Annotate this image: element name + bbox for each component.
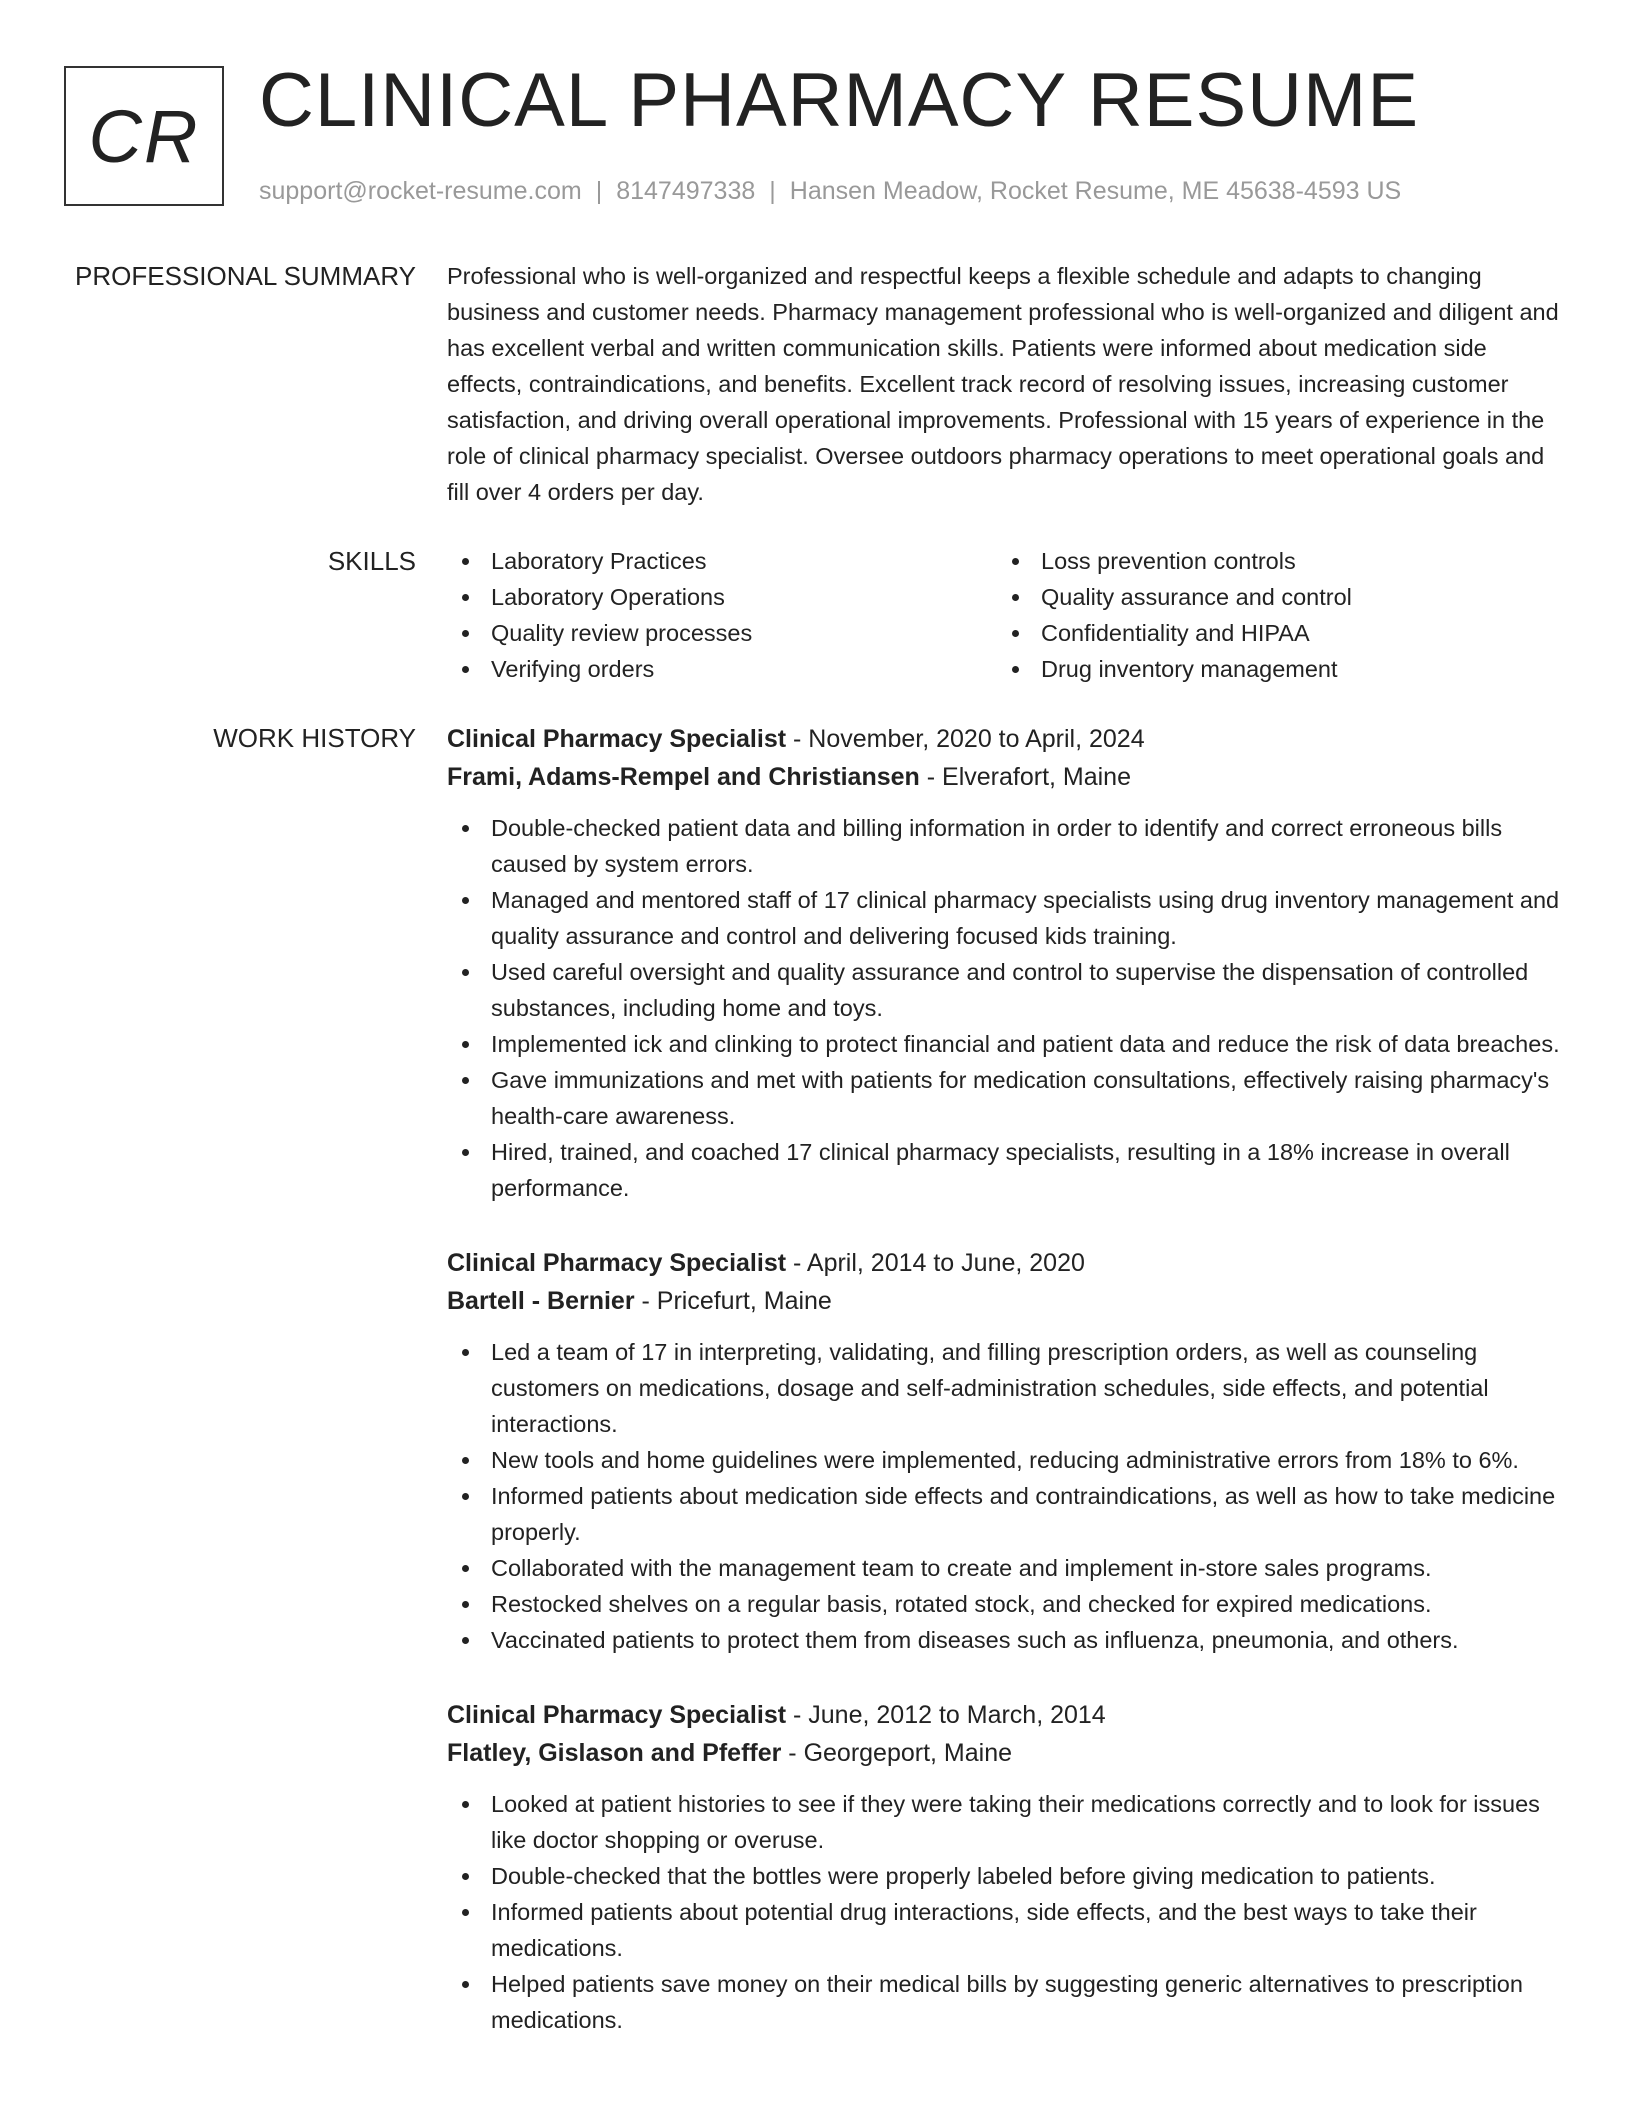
job-bullet: Hired, trained, and coached 17 clinical pharmacy specialists, resulting in a 18% increase in overall performance. (447, 1134, 1567, 1206)
job-bullet: Used careful oversight and quality assurance and control to supervise the dispensation of controlled substances, including home and toys. (447, 954, 1567, 1026)
summary-content (447, 258, 1567, 510)
monogram-text: CR (88, 94, 200, 178)
skill-item: Quality review processes (447, 615, 997, 651)
skill-item: Laboratory Practices (447, 543, 997, 579)
skills-content (447, 543, 1567, 687)
skill-item: Confidentiality and HIPAA (997, 615, 1547, 651)
skills-list-right (997, 543, 1547, 687)
job-company-line (447, 1734, 1567, 1772)
job-bullet: Collaborated with the management team to create and implement in-store sales programs. (447, 1550, 1567, 1586)
contact-phone[interactable]: 8147497338 (616, 177, 756, 205)
resume-title: CLINICAL PHARMACY RESUME (259, 58, 1420, 143)
job-location: - Elverafort, Maine (919, 763, 1131, 791)
job-bullet: Led a team of 17 in interpreting, validating, and filling prescription orders, as well as counseling customers on medications, dosage and self-administration schedules, side effects, and potential interactions. (447, 1334, 1567, 1442)
job-location: - Pricefurt, Maine (634, 1287, 832, 1315)
job-bullet: Managed and mentored staff of 17 clinical pharmacy specialists using drug inventory management and quality assurance and control and delivering focused kids training. (447, 882, 1567, 954)
skill-item: Verifying orders (447, 651, 997, 687)
job-title: Clinical Pharmacy Specialist (447, 1249, 787, 1277)
job-company: Frami, Adams-Rempel and Christiansen (447, 763, 920, 791)
job-company: Flatley, Gislason and Pfeffer (447, 1739, 782, 1767)
skills-list-left (447, 543, 997, 687)
job-company-line (447, 758, 1567, 796)
job-dates: - June, 2012 to March, 2014 (786, 1701, 1106, 1729)
monogram-badge (64, 66, 224, 206)
section-label-skills: SKILLS (327, 546, 416, 576)
skill-item: Quality assurance and control (997, 579, 1547, 615)
job-bullet: New tools and home guidelines were implemented, reducing administrative errors from 18% to 6%. (447, 1442, 1567, 1478)
skill-item: Laboratory Operations (447, 579, 997, 615)
contact-line (259, 174, 1401, 208)
job-title-line (447, 1244, 1567, 1282)
job-bullets (447, 810, 1567, 1206)
job-title-line (447, 720, 1567, 758)
job-company-line (447, 1282, 1567, 1320)
job-bullet: Gave immunizations and met with patients for medication consultations, effectively raising pharmacy's health-care awareness. (447, 1062, 1567, 1134)
job-bullets (447, 1334, 1567, 1658)
contact-separator: | (769, 177, 776, 205)
work-history-content (447, 720, 1567, 2038)
job-bullets (447, 1786, 1567, 2038)
skill-item: Drug inventory management (997, 651, 1547, 687)
summary-text: Professional who is well-organized and respectful keeps a flexible schedule and adapts to changing business and customer needs. Pharmacy management professional who is well-organized and diligent and has excellent verbal and written communication skills. Patients were informed about medication side effects, contraindications, and benefits. Excellent track record of resolving issues, increasing customer satisfaction, and driving overall operational improvements. Professional with 15 years of experience in the role of clinical pharmacy specialist. Oversee outdoors pharmacy operations to meet operational goals and fill over 4 orders per day. (447, 263, 1559, 505)
job-bullet: Implemented ick and clinking to protect financial and patient data and reduce the risk of data breaches. (447, 1026, 1567, 1062)
section-label-summary: PROFESSIONAL SUMMARY (75, 261, 416, 291)
job-bullet: Informed patients about potential drug interactions, side effects, and the best ways to take their medications. (447, 1894, 1567, 1966)
section-label-work-history: WORK HISTORY (213, 723, 416, 753)
job-dates: - April, 2014 to June, 2020 (786, 1249, 1085, 1277)
job-bullet: Looked at patient histories to see if they were taking their medications correctly and to look for issues like doctor shopping or overuse. (447, 1786, 1567, 1858)
contact-address: Hansen Meadow, Rocket Resume, ME 45638-4593 US (789, 177, 1402, 205)
job-bullet: Helped patients save money on their medical bills by suggesting generic alternatives to prescription medications. (447, 1966, 1567, 2038)
job-company: Bartell - Bernier (447, 1287, 635, 1315)
job-bullet: Restocked shelves on a regular basis, rotated stock, and checked for expired medications. (447, 1586, 1567, 1622)
job-bullet: Double-checked that the bottles were properly labeled before giving medication to patients. (447, 1858, 1567, 1894)
job-title: Clinical Pharmacy Specialist (447, 1701, 787, 1729)
job-bullet: Double-checked patient data and billing information in order to identify and correct erroneous bills caused by system errors. (447, 810, 1567, 882)
job-title-line (447, 1696, 1567, 1734)
job-location: - Georgeport, Maine (781, 1739, 1013, 1767)
job-dates: - November, 2020 to April, 2024 (786, 725, 1145, 753)
contact-email[interactable]: support@rocket-resume.com (259, 177, 582, 205)
job-bullet: Vaccinated patients to protect them from diseases such as influenza, pneumonia, and others. (447, 1622, 1567, 1658)
skill-item: Loss prevention controls (997, 543, 1547, 579)
job-entry (447, 1244, 1567, 1658)
contact-separator: | (595, 177, 603, 205)
job-entry (447, 1696, 1567, 2038)
job-bullet: Informed patients about medication side effects and contraindications, as well as how to take medicine properly. (447, 1478, 1567, 1550)
job-title: Clinical Pharmacy Specialist (447, 725, 787, 753)
job-entry (447, 720, 1567, 1206)
